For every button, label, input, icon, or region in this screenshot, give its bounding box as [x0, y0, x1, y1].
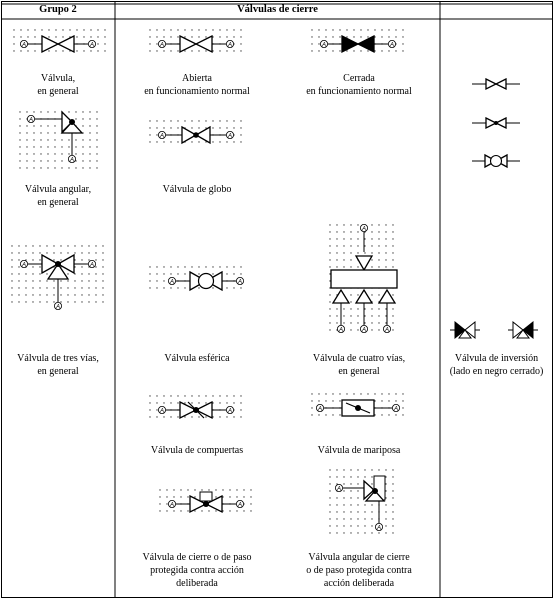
symbol-valve-general [13, 29, 105, 52]
symbol-gate-valve [149, 395, 241, 418]
svg-text:A: A [159, 408, 165, 415]
svg-text:A: A [393, 406, 399, 413]
svg-text:A: A [169, 279, 175, 286]
label-globe-valve: Válvula de globo [162, 184, 232, 195]
svg-text:A: A [227, 408, 233, 415]
label-open-normal: Abierta en funcionamiento normal [144, 73, 250, 97]
svg-text:A: A [389, 42, 395, 49]
symbol-reversal-valve-right [508, 322, 538, 338]
svg-text:A: A [237, 279, 243, 286]
svg-text:A: A [227, 133, 233, 140]
svg-text:A: A [336, 486, 342, 493]
svg-text:A: A [338, 327, 344, 334]
symbol-angle-valve [19, 111, 97, 168]
symbol-protected-angle-valve [329, 469, 393, 533]
header-group: Grupo 2 [39, 4, 77, 15]
label-gate-valve: Válvula de compuertas [150, 445, 244, 456]
symbol-open-normal [149, 29, 241, 52]
label-valve-general: Válvula, en general [37, 73, 79, 97]
svg-text:A: A [159, 133, 165, 140]
label-angle-valve: Válvula angular, en general [24, 184, 92, 208]
svg-text:A: A [21, 262, 27, 269]
symbol-three-way-valve [11, 245, 103, 310]
label-reversal-valve: Válvula de inversión (lado en negro cerrado) [449, 353, 544, 377]
svg-text:A: A [69, 157, 75, 164]
svg-text:A: A [321, 42, 327, 49]
svg-text:A: A [55, 304, 61, 311]
label-protected-valve: Válvula de cierre o de paso protegida contra acción deliberada [142, 552, 252, 589]
svg-text:A: A [227, 42, 233, 49]
label-four-way-valve: Válvula de cuatro vías, en general [312, 353, 406, 377]
label-butterfly-valve: Válvula de mariposa [317, 445, 401, 456]
svg-text:A: A [376, 525, 382, 532]
label-protected-angle-valve: Válvula angular de cierre o de paso protegida contra acción deliberada [306, 552, 412, 589]
svg-text:A: A [317, 406, 323, 413]
symbol-four-way-valve [329, 224, 397, 333]
symbol-small-valve-globe [472, 118, 520, 128]
symbol-globe-valve [149, 120, 241, 143]
svg-text:A: A [384, 327, 390, 334]
label-closed-normal: Cerrada en funcionamiento normal [306, 73, 412, 97]
svg-text:A: A [159, 42, 165, 49]
header-closing-valves: Válvulas de cierre [237, 4, 318, 15]
svg-text:A: A [21, 42, 27, 49]
symbol-small-valve-open [472, 79, 520, 89]
svg-text:A: A [28, 117, 34, 124]
symbol-protected-valve [159, 489, 251, 512]
svg-text:A: A [89, 262, 95, 269]
svg-text:A: A [169, 502, 175, 509]
symbol-closed-normal [311, 29, 403, 52]
svg-text:A: A [361, 327, 367, 334]
svg-text:A: A [361, 226, 367, 233]
svg-text:A: A [89, 42, 95, 49]
svg-text:A: A [237, 502, 243, 509]
symbol-ball-valve [149, 266, 243, 290]
label-ball-valve: Válvula esférica [164, 353, 230, 364]
symbol-butterfly-valve [311, 393, 403, 416]
symbol-small-valve-ball [472, 155, 520, 167]
label-three-way-valve: Válvula de tres vías, en general [17, 353, 99, 377]
symbol-reversal-valve-left [450, 322, 480, 338]
